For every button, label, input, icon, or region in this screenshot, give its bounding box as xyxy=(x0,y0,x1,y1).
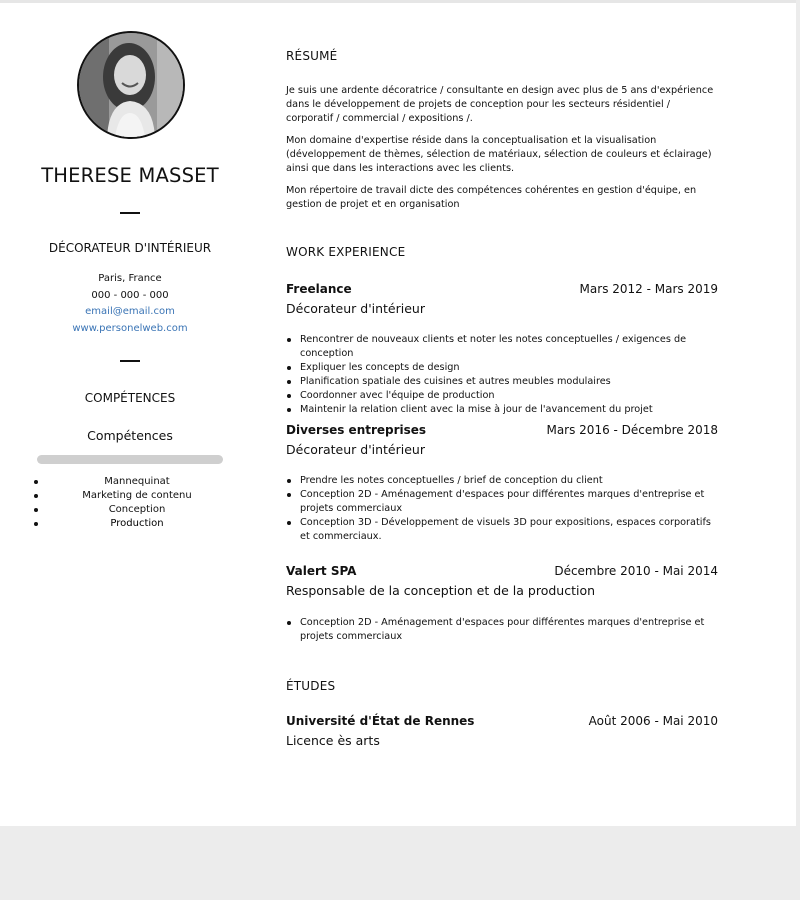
list-item: Conception 3D - Développement de visuels 3D pour expositions, espaces corporatifs et commerciaux. xyxy=(286,516,718,544)
list-item: Marketing de contenu xyxy=(30,489,244,503)
summary-paragraph: Mon répertoire de travail dicte des compétences cohérentes en gestion d'équipe, en gestion de projet et en organisation xyxy=(286,185,697,210)
skills-subheading: Compétences xyxy=(87,428,173,443)
job-role: Décorateur d'intérieur xyxy=(286,442,425,457)
job-dates: Décembre 2010 - Mai 2014 xyxy=(554,564,718,578)
school-name: Université d'État de Rennes xyxy=(286,714,475,728)
company-name: Diverses entreprises xyxy=(286,423,427,437)
job-header xyxy=(286,282,718,300)
work-heading: WORK EXPERIENCE xyxy=(286,245,406,259)
list-item: Rencontrer de nouveaux clients et noter les notes conceptuelles / exigences de conception xyxy=(286,333,718,361)
list-item: Conception xyxy=(30,503,244,517)
summary-paragraph: Je suis une ardente décoratrice / consultante en design avec plus de 5 ans d'expérience dans le développement de projets de conception pour les secteurs résidentiel / corporatif / commercial / expositions /. xyxy=(286,85,714,124)
skills-heading: COMPÉTENCES xyxy=(84,391,176,405)
list-item: Conception 2D - Aménagement d'espaces pour différentes marques d'entreprise et projets commerciaux xyxy=(286,488,718,516)
list-item: Prendre les notes conceptuelles / brief de conception du client xyxy=(286,474,718,488)
job-duties xyxy=(286,474,718,544)
list-item: Expliquer les concepts de design xyxy=(286,361,718,375)
job-duties xyxy=(286,333,718,417)
profile-photo-icon xyxy=(79,33,183,137)
company-name: Valert SPA xyxy=(286,564,357,578)
list-item: Planification spatiale des cuisines et autres meubles modulaires xyxy=(286,375,718,389)
job-dates: Mars 2016 - Décembre 2018 xyxy=(546,423,718,437)
job-role: Décorateur d'intérieur xyxy=(286,301,425,316)
job-role: Responsable de la conception et de la production xyxy=(286,583,596,598)
list-item: Conception 2D - Aménagement d'espaces pour différentes marques d'entreprise et projets commerciaux xyxy=(286,616,718,644)
summary-heading: RÉSUMÉ xyxy=(286,49,338,63)
job-duties xyxy=(286,616,718,644)
job-header xyxy=(286,423,718,441)
candidate-name: THERESE MASSET xyxy=(41,164,219,187)
education-header xyxy=(286,714,718,732)
divider xyxy=(120,212,140,214)
company-name: Freelance xyxy=(286,282,352,296)
education-heading: ÉTUDES xyxy=(286,679,336,693)
list-item: Mannequinat xyxy=(30,475,244,489)
job-dates: Mars 2012 - Mars 2019 xyxy=(579,282,718,296)
phone: 000 - 000 - 000 xyxy=(91,290,169,301)
location: Paris, France xyxy=(98,273,162,284)
email-link[interactable]: email@email.com xyxy=(85,306,175,317)
skill-bar xyxy=(37,455,223,464)
website-link[interactable]: www.personelweb.com xyxy=(72,323,188,334)
job-title: DÉCORATEUR D'INTÉRIEUR xyxy=(48,241,212,255)
list-item: Coordonner avec l'équipe de production xyxy=(286,389,718,403)
list-item: Production xyxy=(30,517,244,531)
skills-list xyxy=(30,475,244,531)
education-dates: Août 2006 - Mai 2010 xyxy=(588,714,718,728)
divider xyxy=(120,360,140,362)
list-item: Maintenir la relation client avec la mise à jour de l'avancement du projet xyxy=(286,403,718,417)
avatar xyxy=(77,31,185,139)
job-header xyxy=(286,564,718,582)
degree: Licence ès arts xyxy=(286,733,380,748)
summary-paragraph: Mon domaine d'expertise réside dans la conceptualisation et la visualisation (développement de thèmes, sélection de matériaux, sélection de couleurs et éclairage) ainsi que dans les interactions avec les clients. xyxy=(286,135,712,174)
